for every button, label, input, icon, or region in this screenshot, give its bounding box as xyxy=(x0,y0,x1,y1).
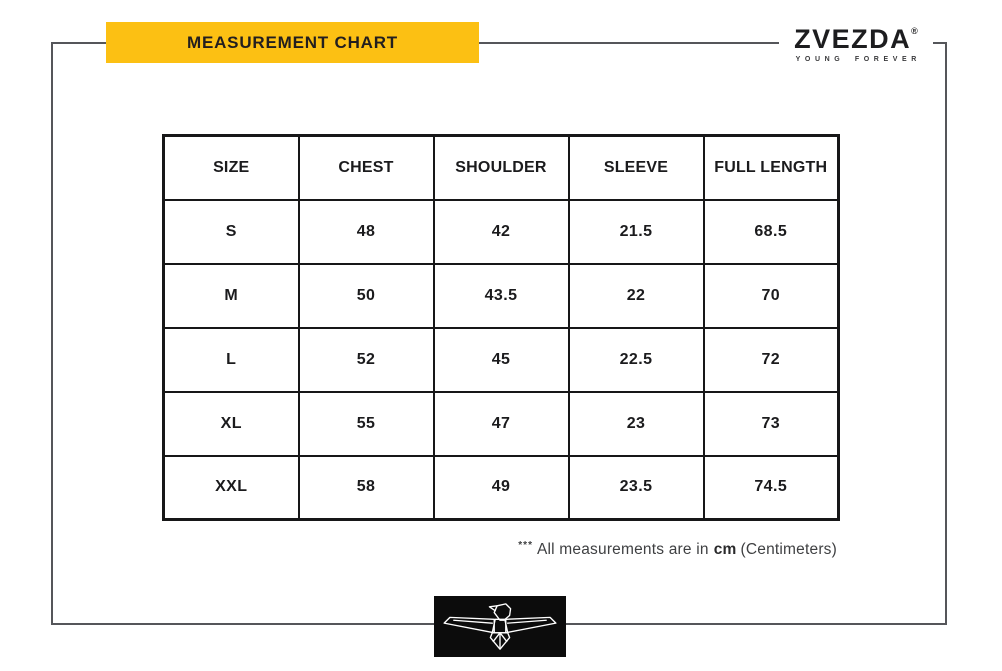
measurement-table xyxy=(162,134,840,521)
table-row xyxy=(164,456,839,520)
asterisks: *** xyxy=(518,540,533,551)
brand-name: ZVEZDA xyxy=(794,24,912,54)
table-row xyxy=(164,264,839,328)
measurement-cell: 22.5 xyxy=(569,328,704,392)
size-cell: M xyxy=(164,264,299,328)
measurement-cell: 74.5 xyxy=(704,456,839,520)
measurement-cell: 72 xyxy=(704,328,839,392)
measurement-cell: 23 xyxy=(569,392,704,456)
table-row xyxy=(164,328,839,392)
size-cell: XL xyxy=(164,392,299,456)
title-banner xyxy=(106,22,479,63)
column-header-chest: CHEST xyxy=(299,136,434,200)
column-header-sleeve: SLEEVE xyxy=(569,136,704,200)
table-header-row xyxy=(164,136,839,200)
measurement-cell: 68.5 xyxy=(704,200,839,264)
eagle-icon xyxy=(442,601,558,653)
measurement-cell: 52 xyxy=(299,328,434,392)
column-header-full-length: FULL LENGTH xyxy=(704,136,839,200)
column-header-size: SIZE xyxy=(164,136,299,200)
measurement-cell: 45 xyxy=(434,328,569,392)
measurement-cell: 22 xyxy=(569,264,704,328)
measurement-cell: 43.5 xyxy=(434,264,569,328)
brand-name-row xyxy=(783,26,929,53)
size-cell: S xyxy=(164,200,299,264)
note-text: All measurements are in xyxy=(536,541,709,559)
table-row xyxy=(164,392,839,456)
size-cell: XXL xyxy=(164,456,299,520)
unit-expansion: (Centimeters) xyxy=(740,541,837,559)
measurement-cell: 55 xyxy=(299,392,434,456)
brand-tagline: YOUNG FOREVER xyxy=(795,56,921,63)
column-header-shoulder: SHOULDER xyxy=(434,136,569,200)
measurement-cell: 21.5 xyxy=(569,200,704,264)
measurement-unit-note xyxy=(518,540,837,559)
measurement-cell: 49 xyxy=(434,456,569,520)
brand-logo xyxy=(779,24,933,66)
measurement-cell: 48 xyxy=(299,200,434,264)
measurement-cell: 58 xyxy=(299,456,434,520)
page-title: MEASUREMENT CHART xyxy=(187,32,398,52)
brand-emblem xyxy=(434,596,566,657)
measurement-cell: 70 xyxy=(704,264,839,328)
table-row xyxy=(164,200,839,264)
measurement-cell: 23.5 xyxy=(569,456,704,520)
registered-trademark-icon: ® xyxy=(911,26,918,36)
measurement-cell: 42 xyxy=(434,200,569,264)
measurement-cell: 73 xyxy=(704,392,839,456)
measurement-cell: 50 xyxy=(299,264,434,328)
measurement-cell: 47 xyxy=(434,392,569,456)
unit-abbreviation: cm xyxy=(713,541,737,559)
size-cell: L xyxy=(164,328,299,392)
